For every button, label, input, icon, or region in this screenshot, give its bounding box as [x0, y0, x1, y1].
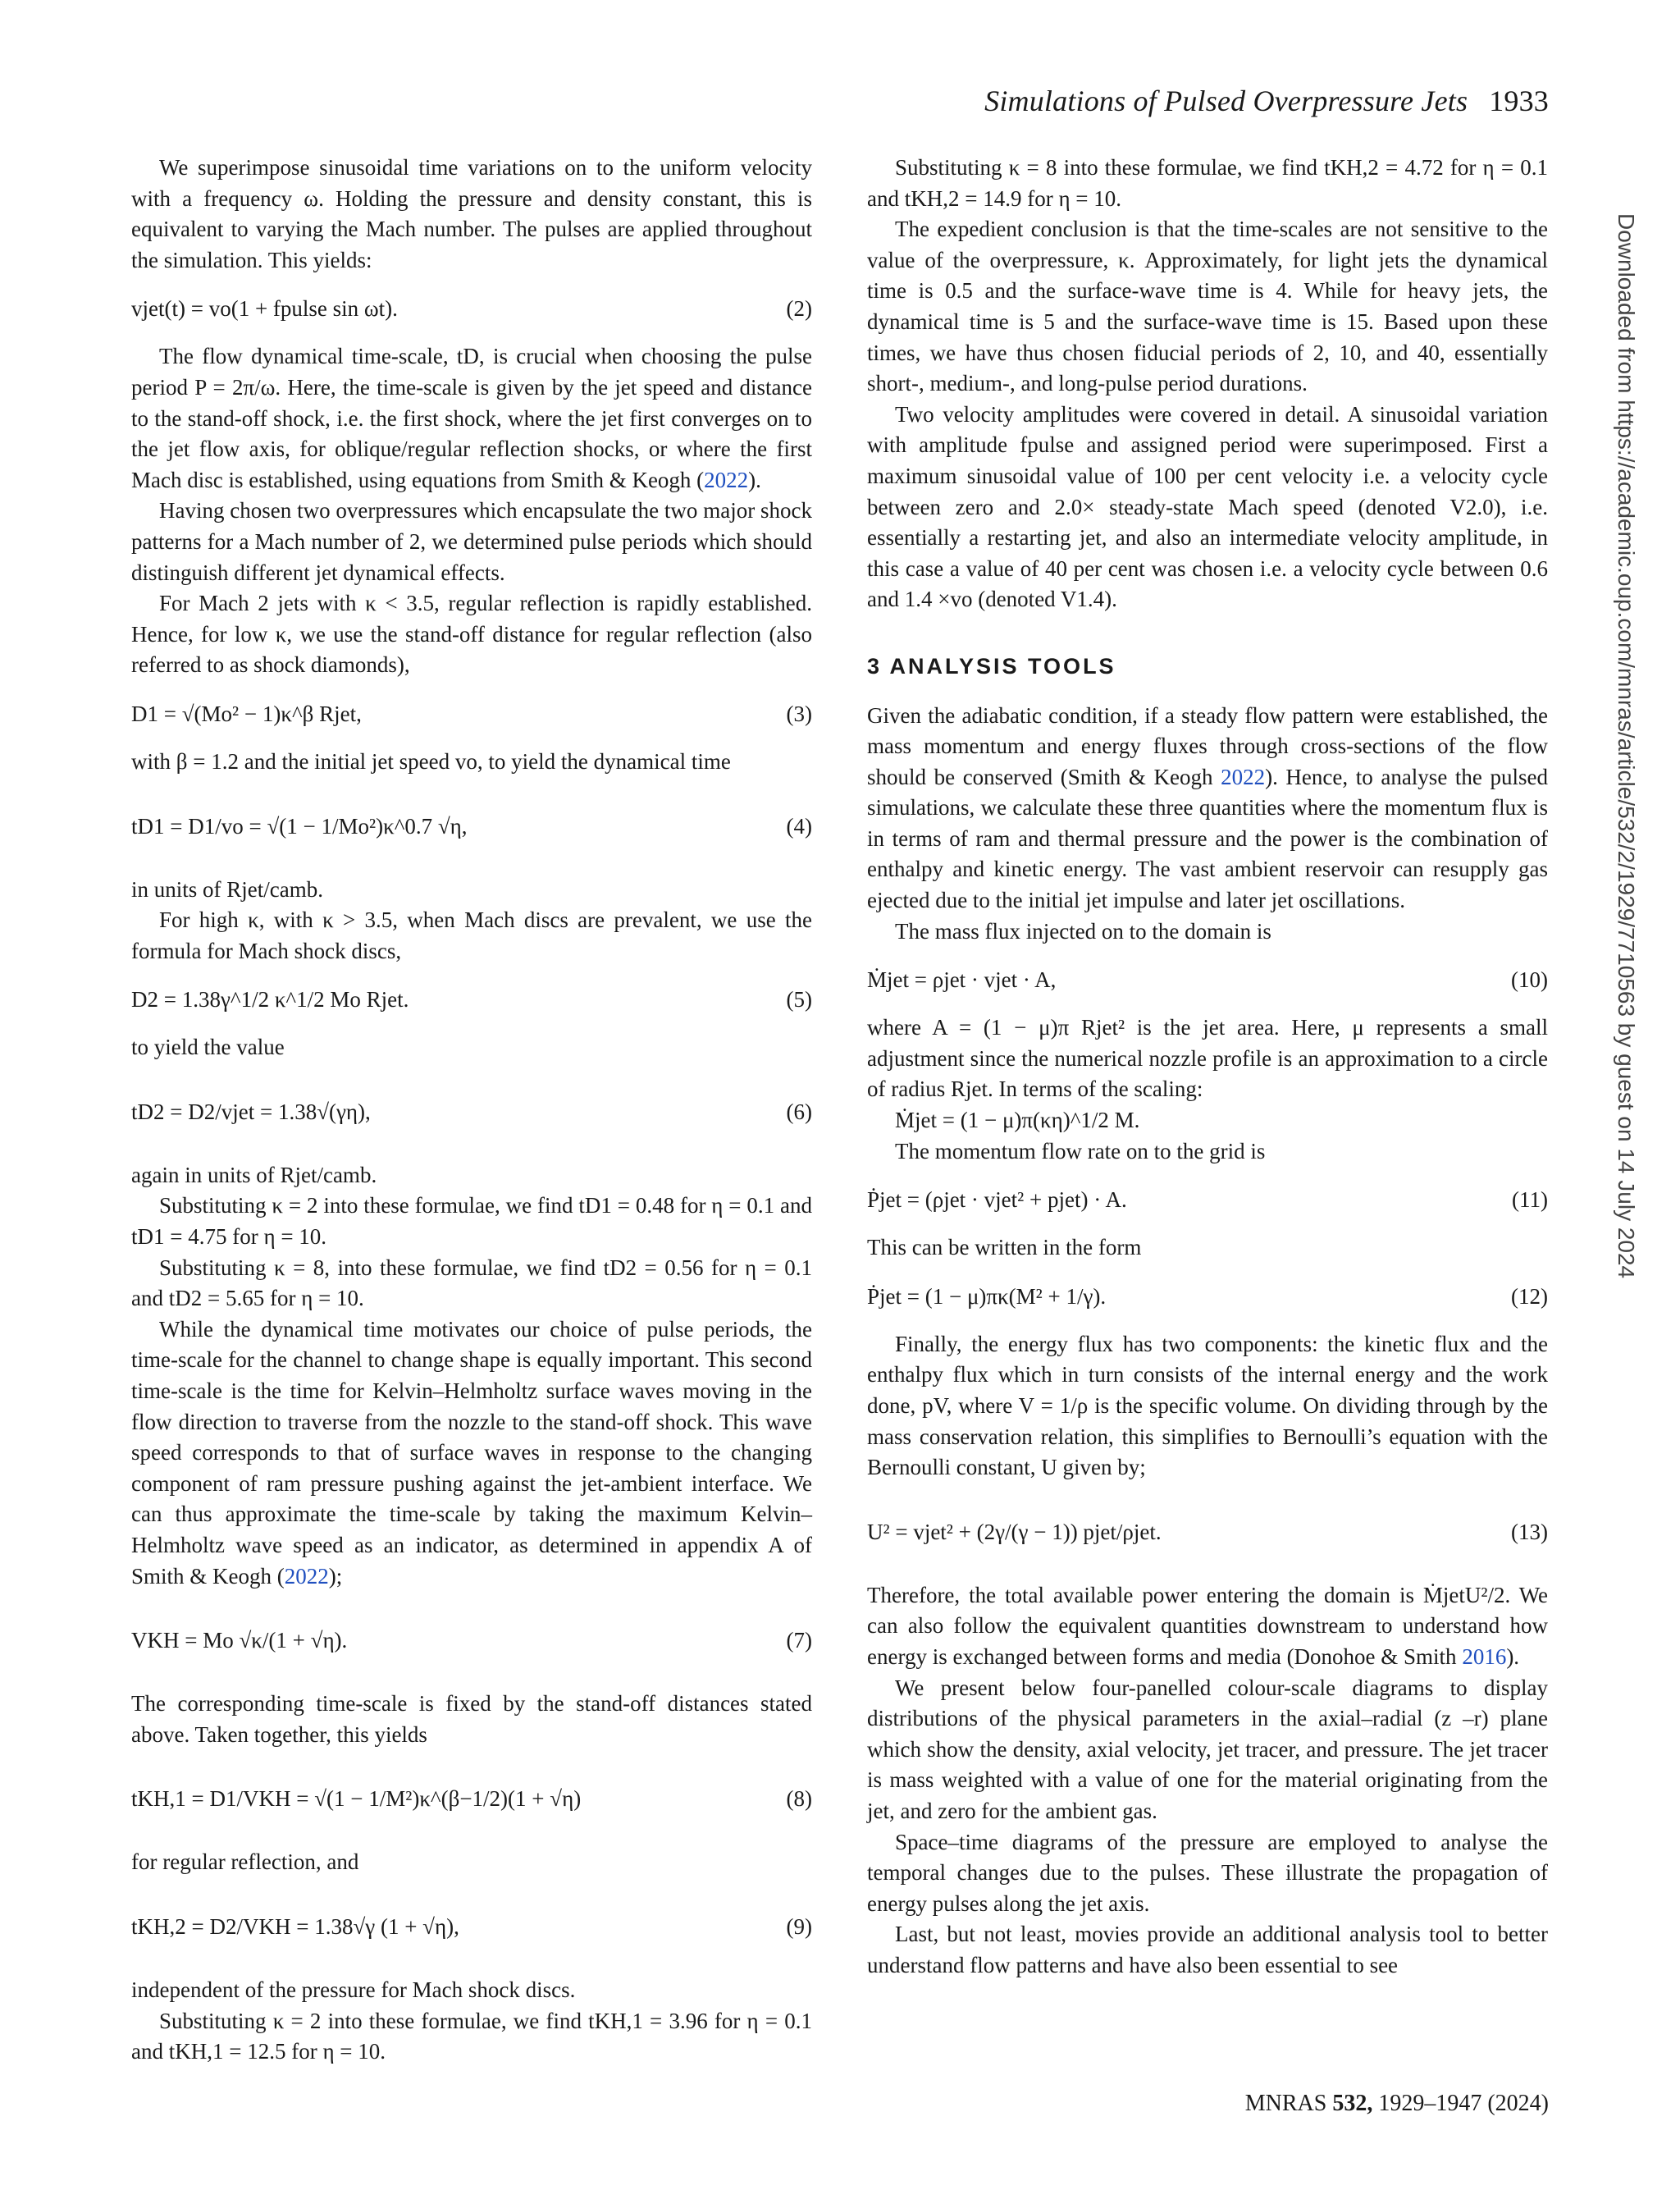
left-column	[131, 153, 812, 2068]
section-heading: 3 ANALYSIS TOOLS	[867, 653, 1116, 679]
equation-11: Ṗjet = (ρjet · vjet² + pjet) · A. (11)	[867, 1183, 1548, 1216]
paragraph: The flow dynamical time-scale, tD, is crucial when choosing the pulse period P = 2π/ω. Here, the time-scale is given by the jet speed and distance to the stand-off shock, i.e. the first shock, where the jet first converges on to the jet flow axis, for oblique/regular reflection shocks, or where the first Mach disc is established, using equations from Smith & Keogh (2022).	[131, 344, 812, 492]
running-title: Simulations of Pulsed Overpressure Jets	[984, 85, 1468, 117]
paragraph: Substituting κ = 2 into these formulae, we find tD1 = 0.48 for η = 0.1 and tD1 = 4.75 for η = 10.	[131, 1193, 812, 1250]
download-watermark: Downloaded from https://academic.oup.com/mnras/article/532/2/1929/7710563 by guest on 14 July 2024	[1614, 213, 1639, 1279]
paragraph: Having chosen two overpressures which encapsulate the two major shock patterns for a Mach number of 2, we determined pulse periods which should distinguish different jet dynamical effects.	[131, 498, 812, 585]
equation-9: tKH,2 = D2/VKH = 1.38√γ (1 + √η), (9)	[131, 1895, 812, 1959]
paragraph: Substituting κ = 8 into these formulae, we find tKH,2 = 4.72 for η = 0.1 and tKH,2 = 14.9 for η = 10.	[867, 155, 1548, 211]
equation-3: D1 = √(Mo² − 1)κ^β Rjet, (3)	[131, 697, 812, 730]
paragraph: again in units of Rjet/camb.	[131, 1162, 377, 1187]
paragraph: Given the adiabatic condition, if a steady flow pattern were established, the mass momentum and energy fluxes through cross-sections of the flow should be conserved (Smith & Keogh 2022). Hence, to analyse the pulsed simulations, we calculate these three quantities where the momentum flux is in terms of ram and thermal pressure and the power is the combination of enthalpy and kinetic energy. The vast ambient reservoir can resupply gas ejected due to the initial jet impulse and later jet oscillations.	[867, 702, 1548, 913]
citation-link[interactable]: 2022	[284, 1563, 329, 1589]
right-column	[867, 153, 1548, 1982]
equation-7: VKH = Mo √κ/(1 + √η). (7)	[131, 1608, 812, 1672]
page-number: 1933	[1489, 85, 1549, 117]
paragraph: in units of Rjet/camb.	[131, 876, 323, 902]
paragraph: Two velocity amplitudes were covered in detail. A sinusoidal variation with amplitude fpulse and assigned period were superimposed. First a maximum sinusoidal value of 100 per cent velocity i.e. a velocity cycle between zero and 2.0× steady-state Mach speed (denoted V2.0), i.e. essentially a restarting jet, and also an intermediate velocity amplitude, in this case a value of 40 per cent was chosen i.e. a velocity cycle between 0.6 and 1.4 ×vo (denoted V1.4).	[867, 401, 1548, 612]
journal-name: MNRAS	[1244, 2091, 1327, 2116]
paragraph: Ṁjet = (1 − μ)π(κη)^1/2 M.	[895, 1108, 1140, 1133]
equation-number: (8)	[786, 1786, 812, 1812]
equation-6: tD2 = D2/vjet = 1.38√(γη), (6)	[131, 1080, 812, 1144]
paragraph: We present below four-panelled colour-scale diagrams to display distributions of the physical parameters in the axial–radial (z –r) plane which show the density, axial velocity, jet tracer, and pressure. The jet tracer is mass weighted with a value of one for the material originating from the jet, and zero for the ambient gas.	[867, 1675, 1548, 1823]
equation-number: (2)	[786, 296, 812, 322]
paragraph: with β = 1.2 and the initial jet speed vo, to yield the dynamical time	[131, 748, 731, 774]
equation-number: (10)	[1511, 967, 1548, 993]
equation-number: (6)	[786, 1099, 812, 1124]
running-header	[984, 84, 1549, 118]
equation-number: (12)	[1511, 1283, 1548, 1309]
equation-number: (4)	[786, 813, 812, 839]
equation-10: Ṁjet = ρjet · vjet · A, (10)	[867, 963, 1548, 996]
paragraph: This can be written in the form	[867, 1235, 1142, 1260]
paragraph: The expedient conclusion is that the time-scales are not sensitive to the value of the overpressure, κ. Approximately, for light jets the dynamical time is 0.5 and the surface-wave time is 4. While for heavy jets, the dynamical time is 5 and the surface-wave time is 15. Based upon these times, we have thus chosen fiducial periods of 2, 10, and 40, essentially short-, medium-, and long-pulse period durations.	[867, 217, 1548, 396]
equation-2: vjet(t) = vo(1 + fpulse sin ωt). (2)	[131, 292, 812, 325]
page-footer	[1245, 2091, 1549, 2117]
journal-volume: 532,	[1332, 2091, 1373, 2116]
paragraph: to yield the value	[131, 1035, 285, 1060]
equation-number: (13)	[1511, 1519, 1548, 1544]
journal-pages: 1929–1947 (2024)	[1378, 2091, 1549, 2116]
equation-4: tD1 = D1/vo = √(1 − 1/Mo²)κ^0.7 √η, (4)	[131, 794, 812, 858]
paragraph: for regular reflection, and	[131, 1849, 359, 1875]
paragraph: For high κ, with κ > 3.5, when Mach discs are prevalent, we use the formula for Mach shock discs,	[131, 907, 812, 963]
paragraph: Therefore, the total available power entering the domain is ṀjetU²/2. We can also follow the equivalent quantities downstream to understand how energy is exchanged between forms and media (Donohoe & Smith 2016).	[867, 1582, 1548, 1669]
paragraph: Substituting κ = 2 into these formulae, we find tKH,1 = 3.96 for η = 0.1 and tKH,1 = 12.5 for η = 10.	[131, 2008, 812, 2064]
equation-5: D2 = 1.38γ^1/2 κ^1/2 Mo Rjet. (5)	[131, 983, 812, 1016]
paragraph: For Mach 2 jets with κ < 3.5, regular reflection is rapidly established. Hence, for low κ, we use the stand-off distance for regular reflection (also referred to as shock diamonds),	[131, 591, 812, 678]
equation-number: (3)	[786, 701, 812, 726]
equation-13: U² = vjet² + (2γ/(γ − 1)) pjet/ρjet. (13)	[867, 1500, 1548, 1564]
paragraph: The momentum flow rate on to the grid is	[895, 1138, 1266, 1163]
citation-link[interactable]: 2016	[1462, 1643, 1507, 1669]
equation-12: Ṗjet = (1 − μ)πκ(M² + 1/γ). (12)	[867, 1280, 1548, 1313]
paragraph: Substituting κ = 8, into these formulae, we find tD2 = 0.56 for η = 0.1 and tD2 = 5.65 for η = 10.	[131, 1255, 812, 1311]
paragraph: We superimpose sinusoidal time variations on to the uniform velocity with a frequency ω. Holding the pressure and density constant, this is equivalent to varying the Mach number. The pulses are applied throughout the simulation. This yields:	[131, 155, 812, 272]
equation-number: (7)	[786, 1628, 812, 1653]
paragraph: Last, but not least, movies provide an additional analysis tool to better understand flow patterns and have also been essential to see	[867, 1922, 1548, 1977]
citation-link[interactable]: 2022	[704, 467, 749, 492]
equation-number: (9)	[786, 1913, 812, 1939]
paragraph: where A = (1 − μ)π Rjet² is the jet area. Here, μ represents a small adjustment since the numerical nozzle profile is an approximation to a circle of radius Rjet. In terms of the scaling:	[867, 1015, 1548, 1102]
equation-number: (11)	[1512, 1187, 1548, 1213]
paragraph: The mass flux injected on to the domain is	[895, 918, 1271, 944]
paragraph: While the dynamical time motivates our choice of pulse periods, the time-scale for the channel to change shape is equally important. This second time-scale is the time for Kelvin–Helmholtz surface waves moving in the flow direction to traverse from the nozzle to the stand-off shock. This wave speed corresponds to that of surface waves in response to the changing component of ram pressure pushing against the jet-ambient interface. We can thus approximate the time-scale by taking the maximum Kelvin–Helmholtz wave speed as an indicator, as determined in appendix A of Smith & Keogh (2022);	[131, 1316, 812, 1589]
paragraph: independent of the pressure for Mach shock discs.	[131, 1977, 576, 2002]
citation-link[interactable]: 2022	[1221, 764, 1266, 789]
paragraph: The corresponding time-scale is fixed by the stand-off distances stated above. Taken together, this yields	[131, 1691, 812, 1747]
equation-8: tKH,1 = D1/VKH = √(1 − 1/M²)κ^(β−1/2)(1 + √η) (8)	[131, 1767, 812, 1831]
paragraph: Finally, the energy flux has two components: the kinetic flux and the enthalpy flux which in turn consists of the internal energy and the work done, pV, where V = 1/ρ is the specific volume. On dividing through by the mass conservation relation, this simplifies to Bernoulli’s equation with the Bernoulli constant, U given by;	[867, 1331, 1548, 1480]
equation-number: (5)	[786, 987, 812, 1013]
paragraph: Space–time diagrams of the pressure are employed to analyse the temporal changes due to the pulses. These illustrate the propagation of energy pulses along the jet axis.	[867, 1829, 1548, 1916]
